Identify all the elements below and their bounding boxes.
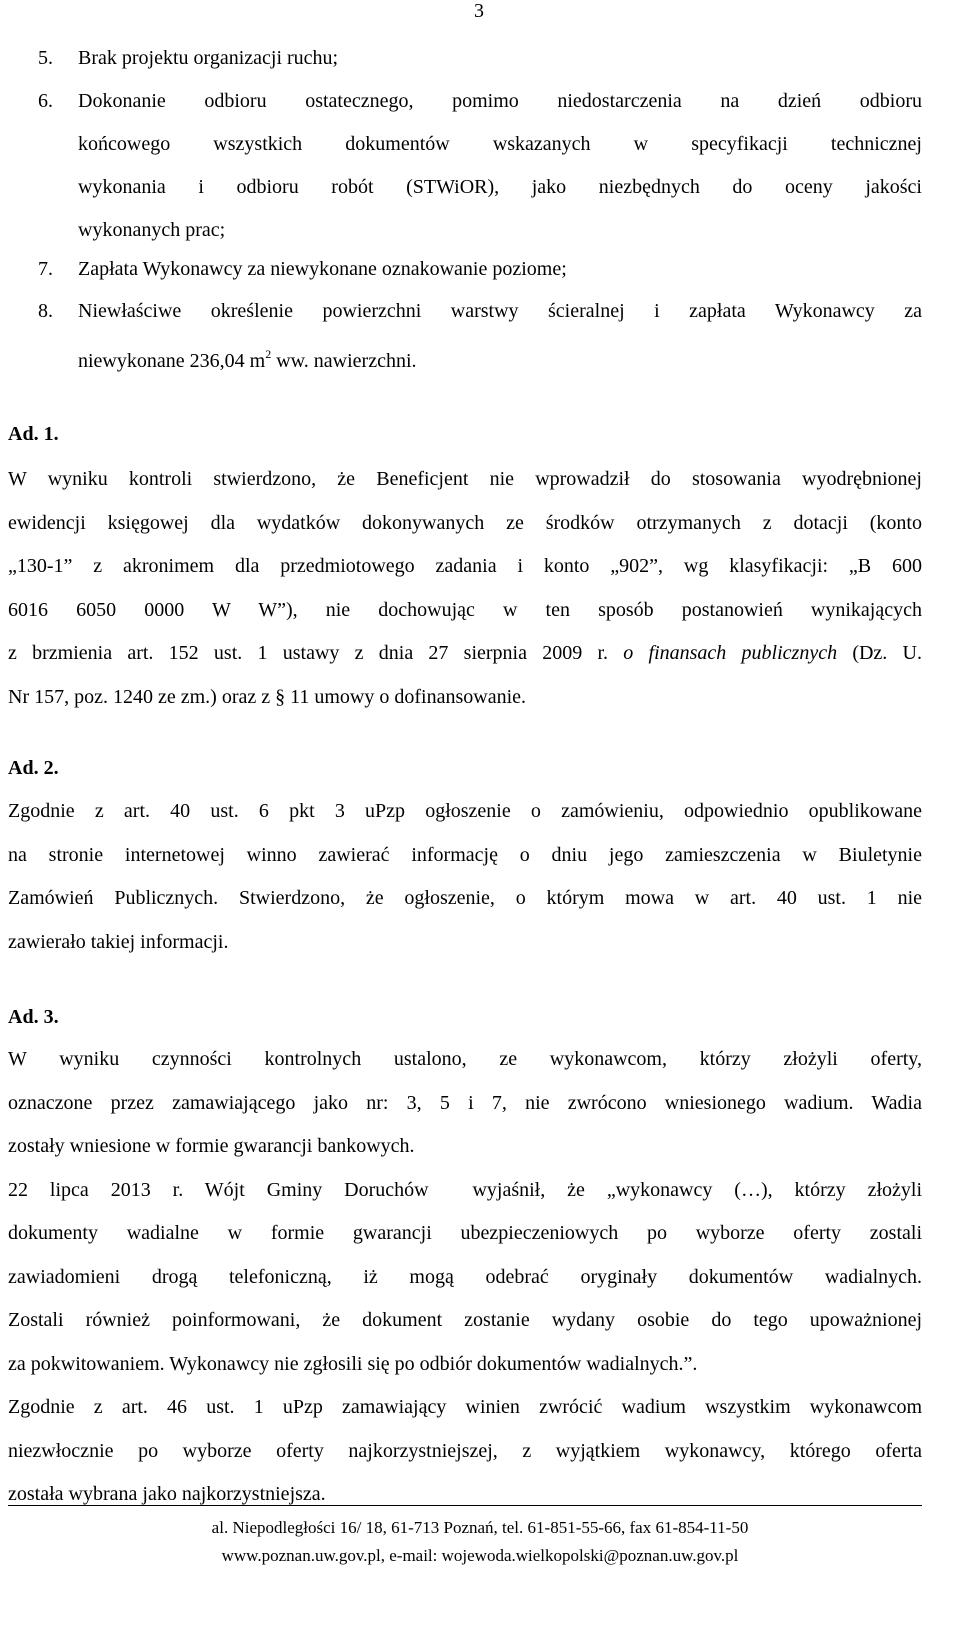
text-part: (Dz. U.	[837, 642, 922, 664]
section-paragraph	[8, 1038, 922, 1517]
paragraph-line	[8, 632, 922, 676]
text-part: z brzmienia art. 152 ust. 1 ustawy z dnia 27 sierpnia 2009 r.	[8, 642, 624, 664]
list-text	[78, 333, 922, 383]
paragraph-line: Zamówień Publicznych. Stwierdzono, że ogłoszenie, o którym mowa w art. 40 ust. 1 nie	[8, 887, 922, 909]
paragraph-line: oznaczone przez zamawiającego jako nr: 3, 5 i 7, nie zwrócono wniesionego wadium. Wadia	[8, 1091, 922, 1114]
list-text: wykonania i odbioru robót (STWiOR), jako niezbędnych do oceny jakości	[78, 176, 922, 198]
list-text: Zapłata Wykonawcy za niewykonane oznakowanie poziome;	[78, 258, 567, 280]
list-number: 6.	[38, 90, 53, 112]
footer-contact: www.poznan.uw.gov.pl, e-mail: wojewoda.wielkopolski@poznan.uw.gov.pl	[221, 1546, 739, 1565]
paragraph-line: na stronie internetowej winno zawierać informację o dniu jego zamieszczenia w Biuletynie	[8, 843, 922, 866]
list-text: Brak projektu organizacji ruchu;	[78, 47, 339, 69]
list-text: wykonanych prac;	[78, 219, 226, 241]
list-number: 7.	[38, 258, 53, 280]
list-text-part: ww. nawierzchni.	[271, 350, 417, 372]
list-number: 5.	[38, 47, 53, 69]
section-heading: Ad. 1.	[8, 423, 59, 445]
paragraph-line: zawierało takiej informacji.	[8, 930, 229, 953]
paragraph-line: dokumenty wadialne w formie gwarancji ubezpieczeniowych po wyborze oferty zostali	[8, 1222, 922, 1244]
footer-address: al. Niepodległości 16/ 18, 61-713 Poznań, tel. 61-851-55-66, fax 61-854-11-50	[211, 1518, 749, 1537]
list-item	[38, 248, 922, 291]
paragraph-line: zawiadomieni drogą telefoniczną, iż mogą odebrać oryginały dokumentów wadialnych.	[8, 1265, 922, 1288]
list-item	[38, 37, 922, 80]
paragraph-line: 6016 6050 0000 W W”), nie dochowując w ten sposób postanowień wynikających	[8, 598, 922, 621]
list-text-part: niewykonane 236,04 m	[78, 350, 266, 372]
footer-divider	[8, 1505, 922, 1506]
paragraph-line: za pokwitowaniem. Wykonawcy nie zgłosili się po odbiór dokumentów wadialnych.”.	[8, 1352, 698, 1375]
page-number: 3	[474, 0, 484, 22]
paragraph-line: ewidencji księgowej dla wydatków dokonywanych ze środków otrzymanych z dotacji (konto	[8, 511, 922, 534]
paragraph-line: Zgodnie z art. 46 ust. 1 uPzp zamawiający winien zwrócić wadium wszystkim wykonawcom	[8, 1396, 922, 1418]
section-paragraph	[8, 458, 922, 719]
paragraph-line: została wybrana jako najkorzystniejsza.	[8, 1483, 326, 1505]
paragraph-line: W wyniku czynności kontrolnych ustalono, ze wykonawcom, którzy złożyli oferty,	[8, 1048, 922, 1070]
list-item	[38, 290, 922, 383]
list-number: 8.	[38, 300, 53, 322]
paragraph-line: 22 lipca 2013 r. Wójt Gminy Doruchów wyjaśnił, że „wykonawcy (…), którzy złożyli	[8, 1178, 922, 1201]
paragraph-line: Nr 157, poz. 1240 ze zm.) oraz z § 11 umowy o dofinansowanie.	[8, 685, 527, 708]
list-text: Dokonanie odbioru ostatecznego, pomimo niedostarczenia na dzień odbioru	[78, 90, 922, 112]
section-heading: Ad. 3.	[8, 1006, 59, 1028]
paragraph-line: Zostali również poinformowani, że dokument zostanie wydany osobie do tego upoważnionej	[8, 1309, 922, 1331]
list-text: końcowego wszystkich dokumentów wskazanych w specyfikacji technicznej	[78, 133, 922, 155]
section-paragraph	[8, 790, 922, 964]
section-heading: Ad. 2.	[8, 757, 59, 779]
paragraph-line: Zgodnie z art. 40 ust. 6 pkt 3 uPzp ogłoszenie o zamówieniu, odpowiednio opublikowane	[8, 800, 922, 822]
paragraph-line: niezwłocznie po wyborze oferty najkorzystniejszej, z wyjątkiem wykonawcy, którego oferta	[8, 1439, 922, 1462]
italic-title: o finansach publicznych	[623, 642, 838, 664]
list-text: Niewłaściwe określenie powierzchni warstwy ścieralnej i zapłata Wykonawcy za	[78, 300, 922, 322]
superscript: 2	[265, 347, 272, 361]
paragraph-line: „130-1” z akronimem dla przedmiotowego zadania i konto „902”, wg klasyfikacji: „B 600	[8, 555, 922, 577]
paragraph-line: zostały wniesione w formie gwarancji bankowych.	[8, 1135, 415, 1157]
list-item	[38, 80, 922, 252]
paragraph-line: W wyniku kontroli stwierdzono, że Beneficjent nie wprowadził do stosowania wyodrębnionej	[8, 468, 922, 490]
